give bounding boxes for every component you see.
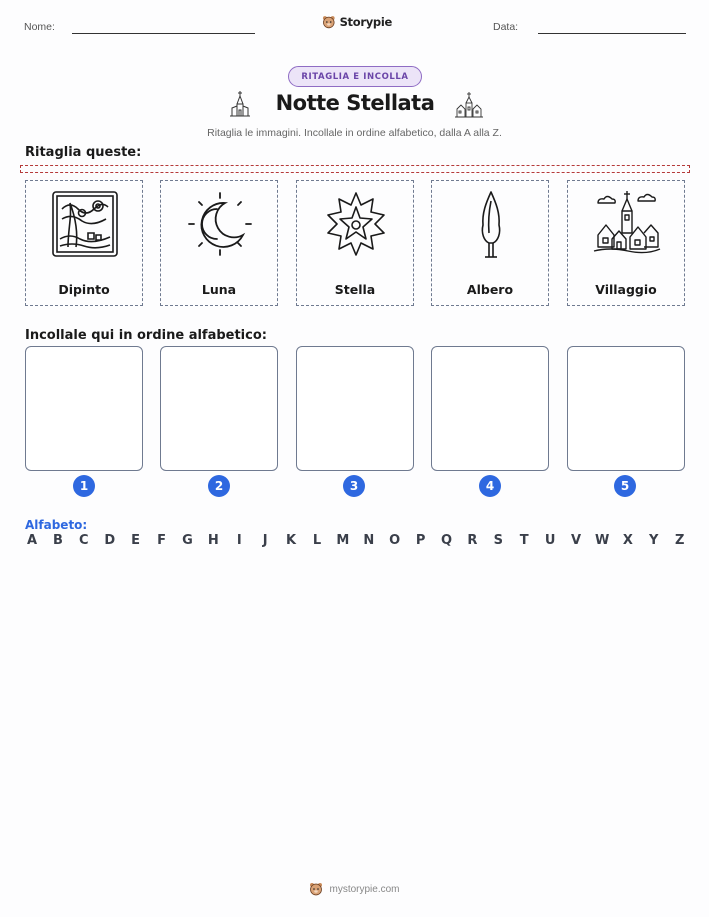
alphabet-heading: Alfabeto: [25, 518, 88, 532]
card-label: Luna [201, 282, 237, 297]
footer [0, 882, 709, 896]
slot-number-2: 2 [208, 475, 230, 497]
alphabet-letter: I [236, 533, 242, 548]
cutout-card-luna[interactable] [160, 180, 278, 306]
cutout-card-albero[interactable] [431, 180, 549, 306]
alphabet-letter: N [363, 533, 375, 548]
alphabet-letter: L [312, 533, 322, 548]
alphabet-letter: E [131, 533, 141, 548]
alphabet-letter: F [157, 533, 166, 548]
instructions: Ritaglia le immagini. Incollale in ordine alfabetico, dalla A alla Z. [207, 127, 502, 139]
church-icon [228, 90, 252, 118]
star-icon [321, 189, 391, 259]
alphabet-letter: X [622, 533, 633, 548]
alphabet-letter: B [52, 533, 63, 548]
card-label: Albero [466, 282, 514, 297]
paste-slot-5[interactable] [567, 346, 685, 471]
card-label: Dipinto [58, 282, 110, 297]
alphabet-letter: R [467, 533, 478, 548]
name-line[interactable] [72, 33, 255, 34]
brand-logo [322, 12, 392, 32]
alphabet-letter: S [493, 533, 503, 548]
alphabet-letter: C [79, 533, 89, 548]
cutout-card-dipinto[interactable] [25, 180, 143, 306]
alphabet-letter: Y [649, 533, 659, 548]
date-line[interactable] [538, 33, 686, 34]
cutout-card-villaggio[interactable] [567, 180, 685, 306]
paste-slot-1[interactable] [25, 346, 143, 471]
village-small-icon [454, 91, 484, 119]
alphabet-letter: V [571, 533, 582, 548]
alphabet-letter: A [26, 533, 38, 548]
paste-slot-2[interactable] [160, 346, 278, 471]
alphabet-letter: T [519, 533, 529, 548]
cutout-card-stella[interactable] [296, 180, 414, 306]
paste-slot-3[interactable] [296, 346, 414, 471]
alphabet-letter: Q [440, 533, 453, 548]
alphabet-letter: P [415, 533, 426, 548]
alphabet-letter: G [182, 533, 193, 548]
alphabet-letter: M [336, 533, 350, 548]
paste-heading: Incollale qui in ordine alfabetico: [25, 328, 267, 343]
card-label: Stella [334, 282, 376, 297]
footer-url[interactable]: mystorypie.com [329, 883, 400, 895]
bear-icon [322, 15, 336, 29]
alphabet-letter: Z [674, 533, 685, 548]
activity-badge: RITAGLIA E INCOLLA [288, 66, 422, 87]
alphabet-letter: W [594, 533, 610, 548]
alphabet-letter: D [104, 533, 116, 548]
slot-number-3: 3 [343, 475, 365, 497]
page-title: Notte Stellata [275, 91, 435, 115]
tree-icon [456, 189, 526, 259]
date-label: Data: [493, 21, 519, 33]
slot-number-1: 1 [73, 475, 95, 497]
alphabet-letter: H [207, 533, 219, 548]
alphabet-row [25, 533, 687, 548]
cut-heading: Ritaglia queste: [25, 145, 142, 160]
name-label: Nome: [24, 21, 55, 33]
slot-number-4: 4 [479, 475, 501, 497]
alphabet-letter: O [389, 533, 401, 548]
slot-number-5: 5 [614, 475, 636, 497]
village-icon [592, 189, 662, 259]
bear-icon [309, 882, 323, 896]
painting-icon [50, 189, 120, 259]
moon-icon [185, 189, 255, 259]
brand-name: Storypie [339, 15, 392, 29]
paste-slot-4[interactable] [431, 346, 549, 471]
alphabet-letter: U [544, 533, 556, 548]
alphabet-letter: K [286, 533, 297, 548]
alphabet-letter: J [262, 533, 268, 548]
card-label: Villaggio [595, 282, 657, 297]
cut-line [20, 165, 690, 173]
